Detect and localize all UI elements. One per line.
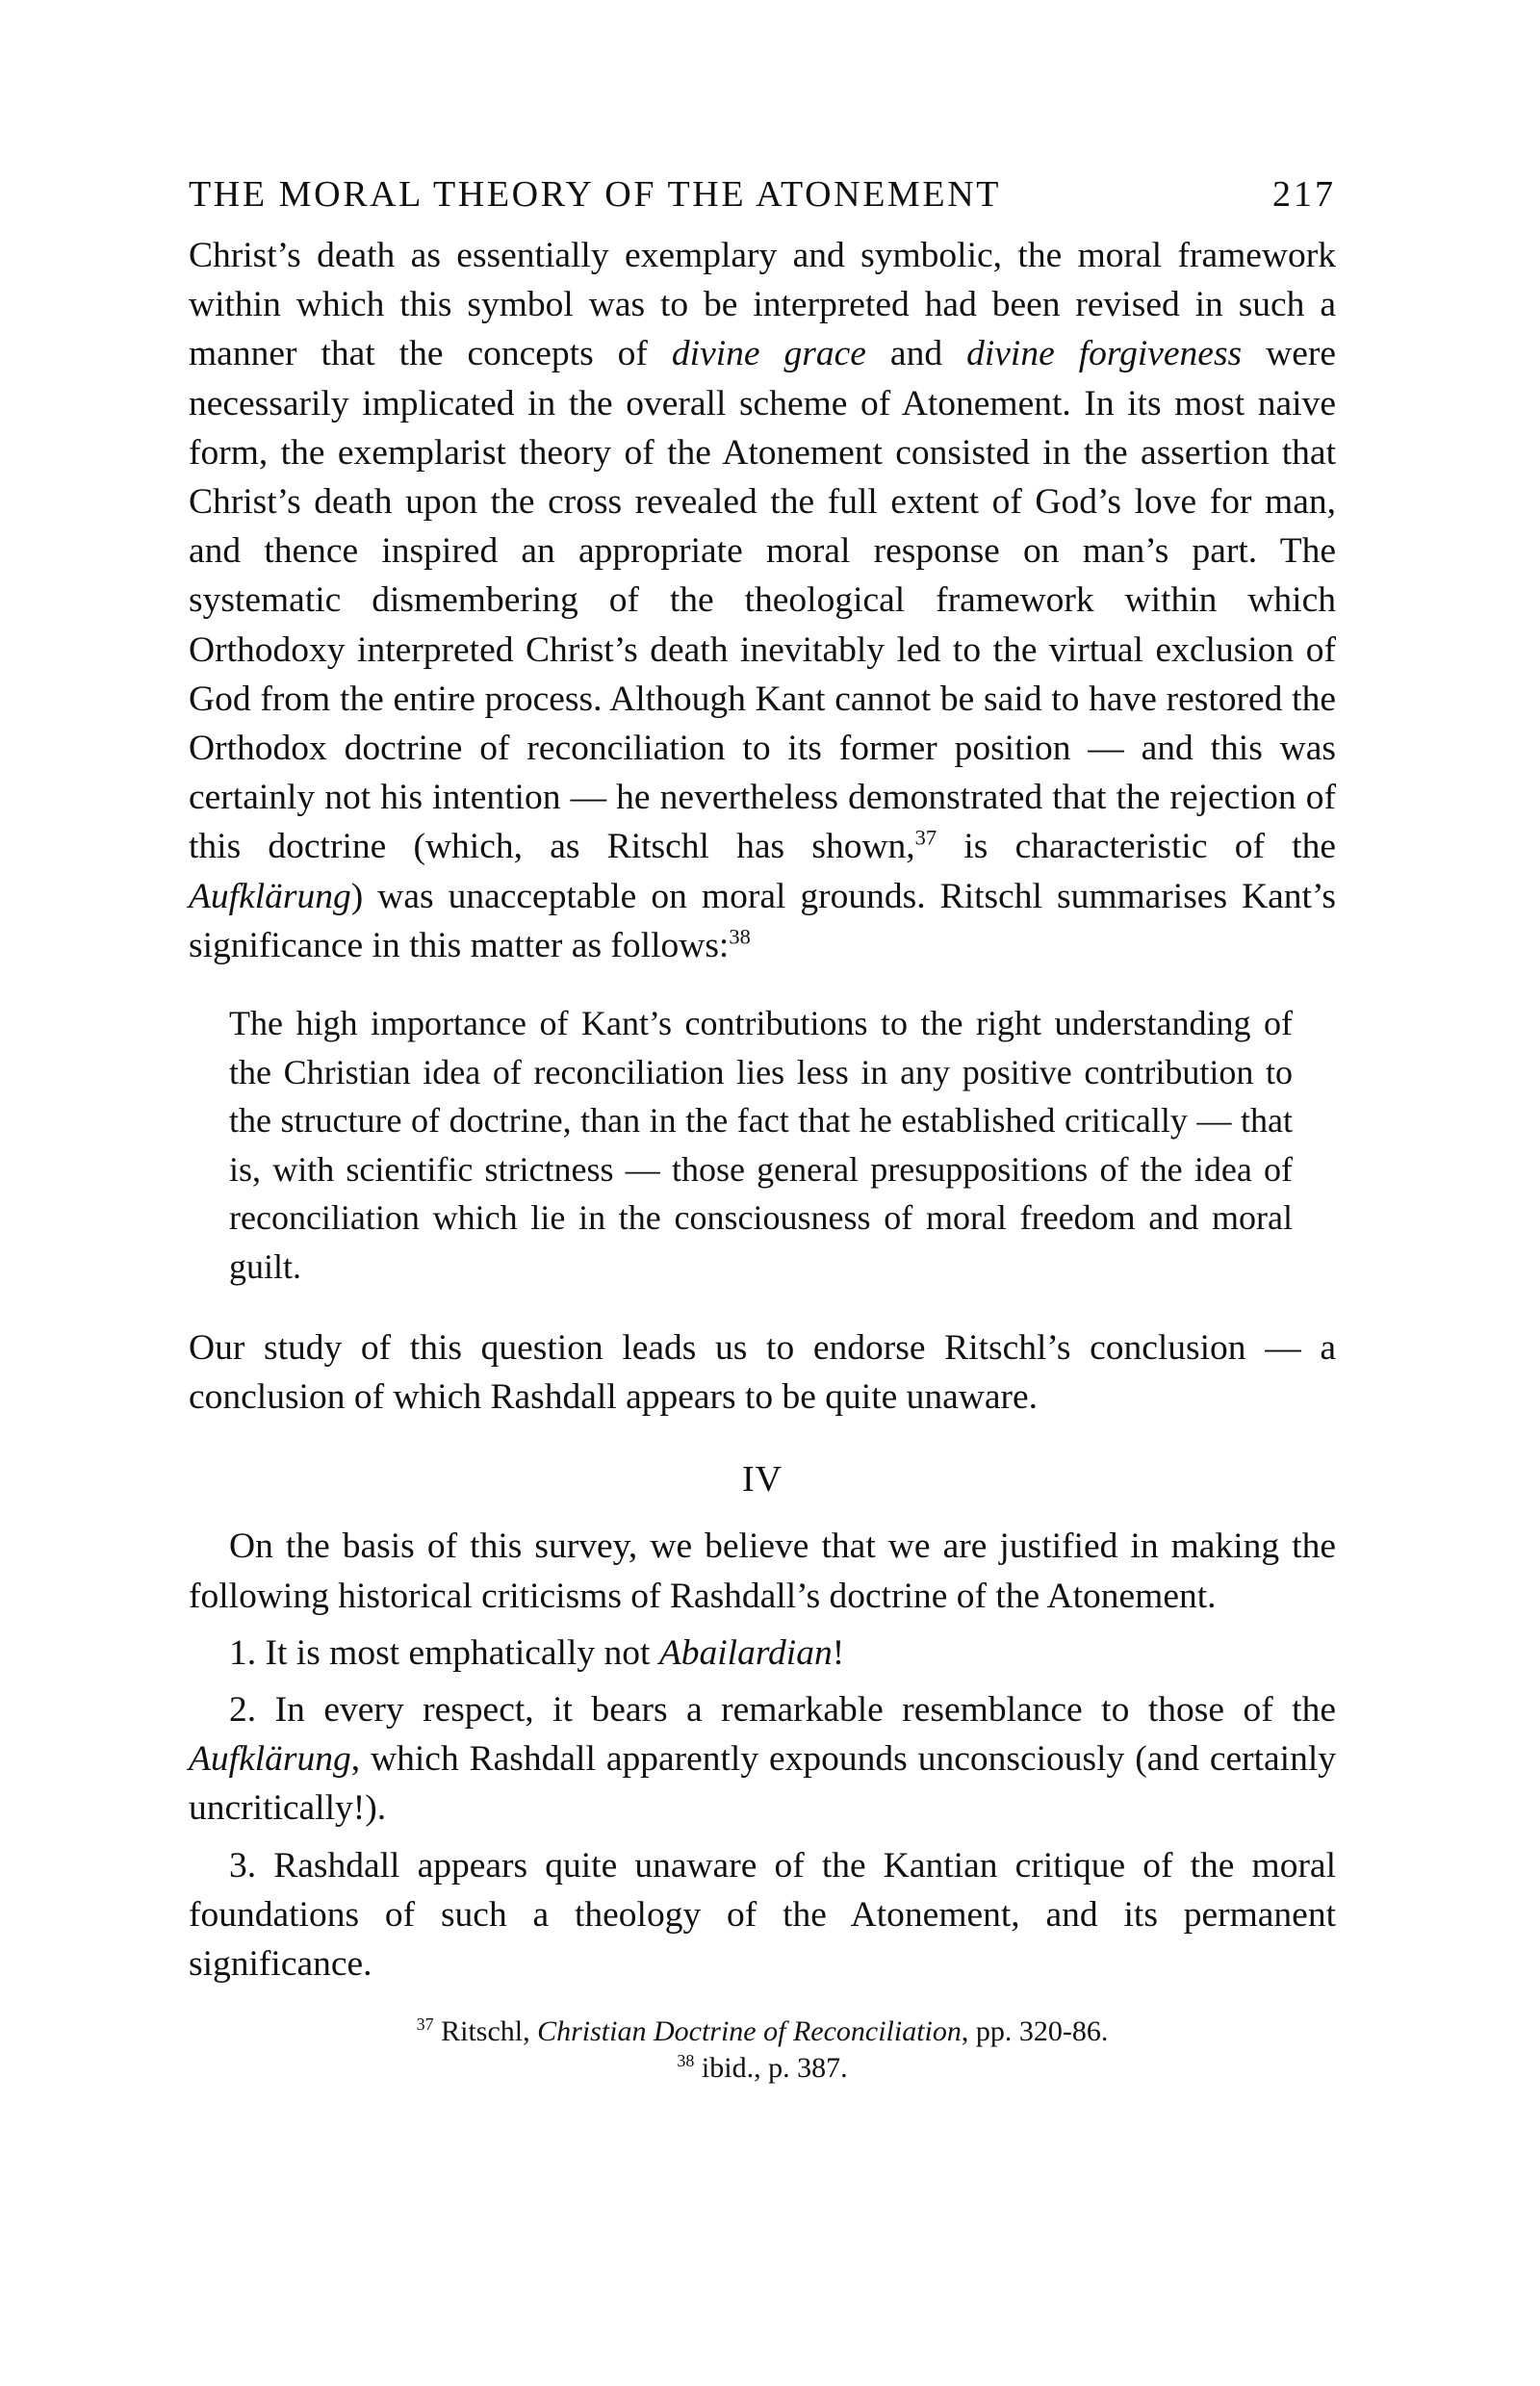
footnote-ref-38[interactable]: 38: [729, 924, 751, 949]
footnotes: [189, 2014, 1336, 2087]
italic-run: Christian Doctrine of Reconciliation: [537, 2015, 962, 2048]
page: [189, 173, 1336, 2087]
text-run: is characteristic of the: [937, 827, 1336, 867]
italic-run: divine grace: [671, 334, 866, 374]
list-number: 3.: [229, 1845, 257, 1886]
text-run: It is most emphatically not: [256, 1632, 659, 1673]
italic-run: divine forgiveness: [966, 334, 1243, 374]
list-number: 1.: [229, 1632, 257, 1673]
footnote-ref-37[interactable]: 37: [914, 825, 937, 850]
list-number: 2.: [229, 1690, 257, 1731]
paragraph-2: Our study of this question leads us to endorse Ritschl’s conclusion — a conclusion of which Rashdall appears to be quite unaware.: [189, 1328, 1336, 1418]
text-run: !: [832, 1632, 845, 1673]
page-number: 217: [1272, 174, 1336, 215]
text-run: were necessarily implicated in the overall scheme of Atonement. In its most naive form, the exemplarist theory of the Atonement consisted in the assertion that Christ’s death upon the cross revealed the full extent of God’s love for man, and thence inspired an appropriate moral response on man’s part. The systematic dismembering of the theological framework within which Orthodoxy interpreted Christ’s death inevitably led to the virtual exclusion of God from the entire process. Although Kant cannot be said to have restored the Orthodox doctrine of reconciliation to its former position — and this was certainly not his intention — he nevertheless demonstrated that the rejection of this doctrine (which, as Ritschl has shown,: [189, 334, 1336, 867]
intro-paragraph: On the basis of this survey, we believe that we are justified in making the following historical criticisms of Rashdall’s doctrine of the Atonement.: [189, 1527, 1336, 1616]
text-run: ) was unacceptable on moral grounds. Ritschl summarises Kant’s significance in this matter as follows:: [189, 876, 1336, 965]
footnote-mark: 38: [677, 2051, 695, 2071]
text-run: ibid., p. 387.: [694, 2052, 848, 2085]
paragraph-1: [189, 231, 1336, 970]
text-run: Christ’s death as essentially exemplary and symbolic, the moral framework within which this symbol was to be interpreted had been revised in such a manner that the concepts of: [189, 236, 1336, 374]
running-title: THE MORAL THEORY OF THE ATONEMENT: [189, 174, 1002, 215]
text-run: and: [865, 334, 967, 374]
text-run: In every respect, it bears a remarkable resemblance to those of the: [256, 1690, 1336, 1731]
list-item-1: [189, 1629, 1336, 1678]
italic-run: Aufklärung: [189, 876, 351, 916]
footnote-38: [189, 2050, 1336, 2087]
section-heading: IV: [741, 1459, 783, 1501]
italic-run: Abailardian: [658, 1632, 833, 1673]
text-run: Ritschl,: [433, 2015, 538, 2048]
italic-run: Aufklärung: [189, 1739, 351, 1780]
footnote-37: [189, 2014, 1336, 2050]
list-item-3: [189, 1841, 1336, 1989]
text-run: , which Rashdall apparently expounds unconsciously (and certainly uncritically!).: [189, 1739, 1336, 1829]
list-item-2: [189, 1685, 1336, 1834]
block-quote: The high importance of Kant’s contributions to the right understanding of the Christian idea of reconciliation lies less in any positive contribution to the structure of doctrine, than in the fact that he established critically — that is, with scientific strictness — those general presuppositions of the idea of reconciliation which lie in the consciousness of moral freedom and moral guilt.: [229, 1004, 1293, 1286]
footnote-mark: 37: [416, 2014, 434, 2035]
running-header: [189, 173, 1336, 221]
text-run: Rashdall appears quite unaware of the Kantian critique of the moral foundations of such a theology of the Atonement, and its permanent significance.: [189, 1845, 1336, 1985]
text-run: , pp. 320-86.: [961, 2015, 1109, 2048]
